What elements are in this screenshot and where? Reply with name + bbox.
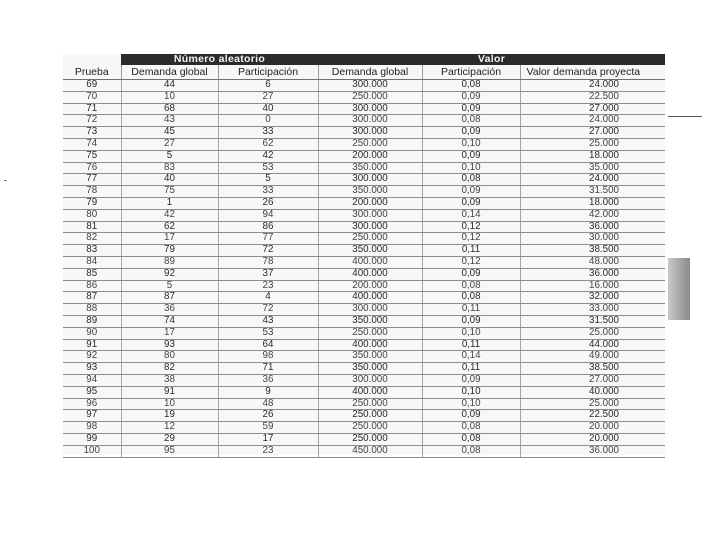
random-demand-cell: 83	[121, 162, 218, 174]
share-cell: 0,08	[422, 422, 520, 434]
table-row	[63, 422, 665, 434]
global-demand-cell: 300.000	[318, 209, 422, 221]
random-demand-cell: 17	[121, 233, 218, 245]
random-share-cell: 27	[218, 91, 318, 103]
projected-value-cell: 25.000	[520, 327, 665, 339]
share-cell: 0,14	[422, 351, 520, 363]
random-demand-cell: 92	[121, 268, 218, 280]
random-share-cell: 86	[218, 221, 318, 233]
random-demand-cell: 95	[121, 445, 218, 457]
scan-mark-right	[668, 116, 702, 117]
global-demand-cell: 300.000	[318, 80, 422, 92]
random-share-cell: 23	[218, 280, 318, 292]
share-cell: 0,10	[422, 138, 520, 150]
trial-cell: 83	[63, 245, 121, 257]
projected-value-cell: 27.000	[520, 127, 665, 139]
trial-cell: 99	[63, 433, 121, 445]
trial-cell: 89	[63, 315, 121, 327]
trial-cell: 74	[63, 138, 121, 150]
random-demand-cell: 27	[121, 138, 218, 150]
trial-cell: 98	[63, 422, 121, 434]
table-row	[63, 80, 665, 92]
random-demand-cell: 10	[121, 91, 218, 103]
table-row	[63, 103, 665, 115]
table-row	[63, 445, 665, 457]
table-row	[63, 433, 665, 445]
projected-value-cell: 32.000	[520, 292, 665, 304]
group-header-random-number: Número aleatorio	[121, 54, 318, 65]
projected-value-cell: 30.000	[520, 233, 665, 245]
projected-value-cell: 38.500	[520, 363, 665, 375]
projected-value-cell: 33.000	[520, 304, 665, 316]
global-demand-cell: 250.000	[318, 91, 422, 103]
random-demand-cell: 17	[121, 327, 218, 339]
global-demand-cell: 250.000	[318, 327, 422, 339]
random-demand-cell: 5	[121, 280, 218, 292]
projected-value-cell: 24.000	[520, 80, 665, 92]
table-row	[63, 186, 665, 198]
trial-cell: 71	[63, 103, 121, 115]
random-demand-cell: 68	[121, 103, 218, 115]
random-share-cell: 64	[218, 339, 318, 351]
share-cell: 0,09	[422, 186, 520, 198]
table-row	[63, 339, 665, 351]
projected-value-cell: 36.000	[520, 445, 665, 457]
global-demand-cell: 300.000	[318, 127, 422, 139]
global-demand-cell: 300.000	[318, 103, 422, 115]
random-share-cell: 94	[218, 209, 318, 221]
random-share-cell: 59	[218, 422, 318, 434]
random-demand-cell: 80	[121, 351, 218, 363]
table-row	[63, 245, 665, 257]
col-header-random-share: Participación	[218, 65, 318, 80]
share-cell: 0,10	[422, 162, 520, 174]
random-share-cell: 77	[218, 233, 318, 245]
projected-value-cell: 38.500	[520, 245, 665, 257]
share-cell: 0,12	[422, 233, 520, 245]
table-row	[63, 374, 665, 386]
group-header-row	[63, 54, 665, 65]
share-cell: 0,09	[422, 127, 520, 139]
group-header-gap	[63, 54, 121, 65]
share-cell: 0,12	[422, 256, 520, 268]
projected-value-cell: 16.000	[520, 280, 665, 292]
trial-cell: 90	[63, 327, 121, 339]
random-demand-cell: 40	[121, 174, 218, 186]
global-demand-cell: 400.000	[318, 386, 422, 398]
random-demand-cell: 5	[121, 150, 218, 162]
trial-cell: 94	[63, 374, 121, 386]
random-demand-cell: 12	[121, 422, 218, 434]
share-cell: 0,09	[422, 410, 520, 422]
random-share-cell: 40	[218, 103, 318, 115]
projected-value-cell: 22.500	[520, 410, 665, 422]
col-header-random-demand: Demanda global	[121, 65, 218, 80]
projected-value-cell: 24.000	[520, 115, 665, 127]
trial-cell: 96	[63, 398, 121, 410]
share-cell: 0,08	[422, 280, 520, 292]
share-cell: 0,09	[422, 197, 520, 209]
share-cell: 0,09	[422, 150, 520, 162]
share-cell: 0,09	[422, 91, 520, 103]
projected-value-cell: 18.000	[520, 197, 665, 209]
projected-value-cell: 36.000	[520, 268, 665, 280]
global-demand-cell: 200.000	[318, 280, 422, 292]
table-row	[63, 315, 665, 327]
trial-cell: 91	[63, 339, 121, 351]
table-row	[63, 162, 665, 174]
share-cell: 0,08	[422, 174, 520, 186]
projected-value-cell: 25.000	[520, 398, 665, 410]
projected-value-cell: 20.000	[520, 433, 665, 445]
global-demand-cell: 400.000	[318, 339, 422, 351]
simulation-table	[63, 54, 665, 458]
table-row	[63, 398, 665, 410]
trial-cell: 70	[63, 91, 121, 103]
global-demand-cell: 350.000	[318, 186, 422, 198]
global-demand-cell: 250.000	[318, 433, 422, 445]
global-demand-cell: 400.000	[318, 292, 422, 304]
random-share-cell: 23	[218, 445, 318, 457]
global-demand-cell: 350.000	[318, 315, 422, 327]
share-cell: 0,09	[422, 268, 520, 280]
table-row	[63, 221, 665, 233]
global-demand-cell: 300.000	[318, 374, 422, 386]
projected-value-cell: 27.000	[520, 374, 665, 386]
global-demand-cell: 400.000	[318, 268, 422, 280]
trial-cell: 80	[63, 209, 121, 221]
global-demand-cell: 250.000	[318, 422, 422, 434]
column-header-row	[63, 65, 665, 80]
share-cell: 0,09	[422, 374, 520, 386]
share-cell: 0,11	[422, 304, 520, 316]
projected-value-cell: 22.500	[520, 91, 665, 103]
share-cell: 0,12	[422, 221, 520, 233]
table-body	[63, 80, 665, 458]
trial-cell: 77	[63, 174, 121, 186]
global-demand-cell: 250.000	[318, 138, 422, 150]
random-demand-cell: 62	[121, 221, 218, 233]
table-row	[63, 386, 665, 398]
random-share-cell: 72	[218, 304, 318, 316]
global-demand-cell: 300.000	[318, 304, 422, 316]
random-demand-cell: 38	[121, 374, 218, 386]
share-cell: 0,09	[422, 315, 520, 327]
projected-value-cell: 24.000	[520, 174, 665, 186]
trial-cell: 87	[63, 292, 121, 304]
share-cell: 0,08	[422, 80, 520, 92]
random-share-cell: 48	[218, 398, 318, 410]
trial-cell: 73	[63, 127, 121, 139]
random-demand-cell: 19	[121, 410, 218, 422]
table-row	[63, 304, 665, 316]
col-header-share: Participación	[422, 65, 520, 80]
random-share-cell: 4	[218, 292, 318, 304]
random-demand-cell: 10	[121, 398, 218, 410]
trial-cell: 97	[63, 410, 121, 422]
share-cell: 0,14	[422, 209, 520, 221]
random-demand-cell: 42	[121, 209, 218, 221]
trial-cell: 86	[63, 280, 121, 292]
projected-value-cell: 27.000	[520, 103, 665, 115]
share-cell: 0,10	[422, 327, 520, 339]
random-demand-cell: 75	[121, 186, 218, 198]
global-demand-cell: 250.000	[318, 398, 422, 410]
random-demand-cell: 36	[121, 304, 218, 316]
trial-cell: 95	[63, 386, 121, 398]
global-demand-cell: 400.000	[318, 256, 422, 268]
global-demand-cell: 200.000	[318, 150, 422, 162]
random-share-cell: 98	[218, 351, 318, 363]
projected-value-cell: 20.000	[520, 422, 665, 434]
projected-value-cell: 48.000	[520, 256, 665, 268]
trial-cell: 85	[63, 268, 121, 280]
random-share-cell: 62	[218, 138, 318, 150]
global-demand-cell: 350.000	[318, 363, 422, 375]
trial-cell: 78	[63, 186, 121, 198]
col-header-projected-demand-value: Valor demanda proyecta	[520, 65, 665, 80]
random-demand-cell: 74	[121, 315, 218, 327]
table-row	[63, 127, 665, 139]
global-demand-cell: 350.000	[318, 245, 422, 257]
trial-cell: 84	[63, 256, 121, 268]
table-row	[63, 174, 665, 186]
random-demand-cell: 93	[121, 339, 218, 351]
random-share-cell: 9	[218, 386, 318, 398]
projected-value-cell: 40.000	[520, 386, 665, 398]
share-cell: 0,11	[422, 339, 520, 351]
projected-value-cell: 42.000	[520, 209, 665, 221]
table-row	[63, 233, 665, 245]
trial-cell: 72	[63, 115, 121, 127]
random-share-cell: 36	[218, 374, 318, 386]
projected-value-cell: 18.000	[520, 150, 665, 162]
global-demand-cell: 200.000	[318, 197, 422, 209]
random-share-cell: 6	[218, 80, 318, 92]
random-demand-cell: 29	[121, 433, 218, 445]
table-row	[63, 351, 665, 363]
trial-cell: 92	[63, 351, 121, 363]
share-cell: 0,10	[422, 386, 520, 398]
table-row	[63, 280, 665, 292]
projected-value-cell: 36.000	[520, 221, 665, 233]
table-row	[63, 268, 665, 280]
global-demand-cell: 250.000	[318, 410, 422, 422]
col-header-trial: Prueba	[63, 65, 121, 80]
trial-cell: 76	[63, 162, 121, 174]
random-share-cell: 0	[218, 115, 318, 127]
random-demand-cell: 91	[121, 386, 218, 398]
random-share-cell: 71	[218, 363, 318, 375]
global-demand-cell: 300.000	[318, 221, 422, 233]
random-demand-cell: 44	[121, 80, 218, 92]
projected-value-cell: 31.500	[520, 315, 665, 327]
table-row	[63, 138, 665, 150]
table-row	[63, 327, 665, 339]
table-row	[63, 256, 665, 268]
table-row	[63, 292, 665, 304]
group-header-value: Valor	[318, 54, 665, 65]
table-row	[63, 91, 665, 103]
projected-value-cell: 31.500	[520, 186, 665, 198]
random-demand-cell: 43	[121, 115, 218, 127]
trial-cell: 81	[63, 221, 121, 233]
random-share-cell: 26	[218, 197, 318, 209]
col-header-global-demand: Demanda global	[318, 65, 422, 80]
trial-cell: 82	[63, 233, 121, 245]
global-demand-cell: 300.000	[318, 174, 422, 186]
random-share-cell: 33	[218, 127, 318, 139]
table-row	[63, 209, 665, 221]
share-cell: 0,08	[422, 292, 520, 304]
random-share-cell: 42	[218, 150, 318, 162]
random-demand-cell: 82	[121, 363, 218, 375]
random-share-cell: 5	[218, 174, 318, 186]
random-share-cell: 72	[218, 245, 318, 257]
share-cell: 0,08	[422, 445, 520, 457]
random-share-cell: 17	[218, 433, 318, 445]
global-demand-cell: 450.000	[318, 445, 422, 457]
global-demand-cell: 350.000	[318, 162, 422, 174]
share-cell: 0,11	[422, 245, 520, 257]
table-row	[63, 363, 665, 375]
share-cell: 0,10	[422, 398, 520, 410]
random-demand-cell: 79	[121, 245, 218, 257]
trial-cell: 75	[63, 150, 121, 162]
table-row	[63, 410, 665, 422]
table-row	[63, 150, 665, 162]
random-share-cell: 37	[218, 268, 318, 280]
random-share-cell: 53	[218, 327, 318, 339]
random-demand-cell: 1	[121, 197, 218, 209]
projected-value-cell: 49.000	[520, 351, 665, 363]
share-cell: 0,08	[422, 115, 520, 127]
trial-cell: 100	[63, 445, 121, 457]
trial-cell: 79	[63, 197, 121, 209]
global-demand-cell: 250.000	[318, 233, 422, 245]
table-row	[63, 115, 665, 127]
global-demand-cell: 300.000	[318, 115, 422, 127]
trial-cell: 69	[63, 80, 121, 92]
random-share-cell: 78	[218, 256, 318, 268]
random-demand-cell: 87	[121, 292, 218, 304]
scan-mark-left	[4, 180, 7, 181]
scanned-page	[63, 54, 665, 455]
projected-value-cell: 35.000	[520, 162, 665, 174]
projected-value-cell: 25.000	[520, 138, 665, 150]
random-share-cell: 26	[218, 410, 318, 422]
random-demand-cell: 89	[121, 256, 218, 268]
scan-shadow	[668, 258, 690, 320]
random-share-cell: 43	[218, 315, 318, 327]
table-row	[63, 197, 665, 209]
random-share-cell: 33	[218, 186, 318, 198]
share-cell: 0,09	[422, 103, 520, 115]
share-cell: 0,08	[422, 433, 520, 445]
trial-cell: 88	[63, 304, 121, 316]
projected-value-cell: 44.000	[520, 339, 665, 351]
random-share-cell: 53	[218, 162, 318, 174]
share-cell: 0,11	[422, 363, 520, 375]
random-demand-cell: 45	[121, 127, 218, 139]
trial-cell: 93	[63, 363, 121, 375]
global-demand-cell: 350.000	[318, 351, 422, 363]
